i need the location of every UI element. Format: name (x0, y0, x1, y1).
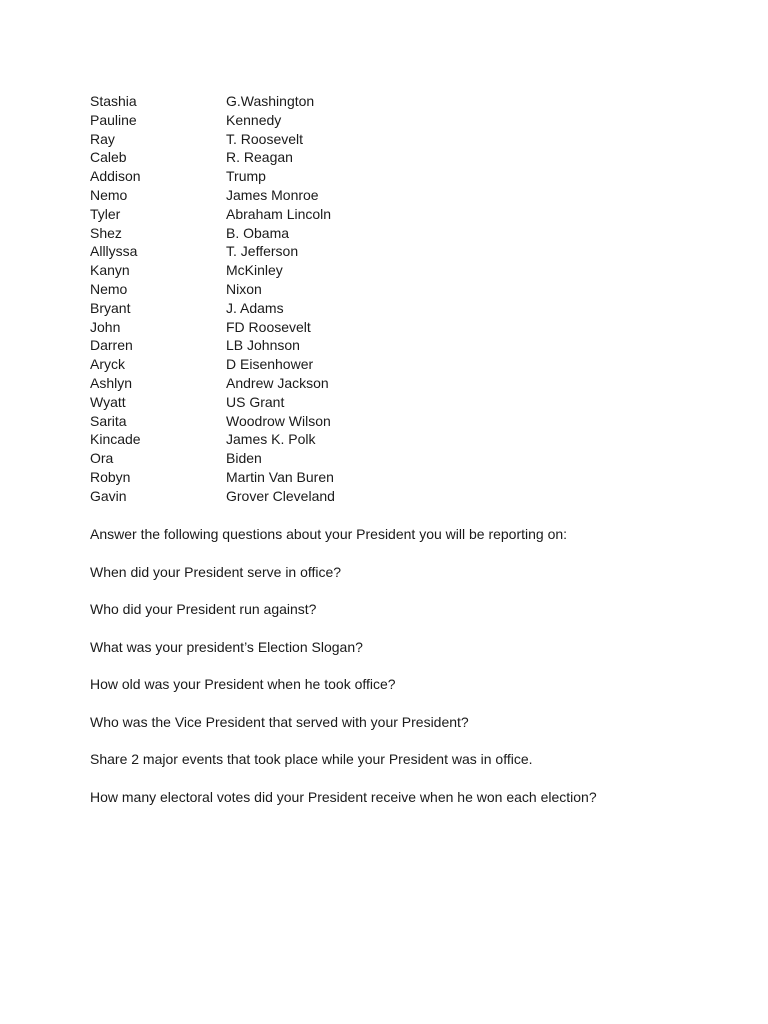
assignment-row (90, 374, 490, 393)
student-name: Ashlyn (90, 374, 133, 391)
president-name: Martin Van Buren (226, 468, 334, 485)
student-name: Sarita (90, 412, 127, 429)
president-name: B. Obama (226, 224, 290, 241)
president-name: G.Washington (226, 93, 315, 109)
student-name: Ora (90, 450, 114, 467)
assignment-row (90, 92, 490, 111)
president-name: US Grant (226, 393, 285, 410)
president-name: Nixon (226, 280, 262, 297)
assignment-row (90, 186, 490, 205)
assignment-row (90, 393, 490, 412)
assignment-row (90, 449, 490, 468)
student-name: Ray (90, 130, 115, 147)
assignment-row (90, 224, 490, 243)
president-name: J. Adams (226, 299, 284, 316)
president-name: Abraham Lincoln (226, 205, 332, 222)
assignment-row (90, 167, 490, 186)
assignment-row (90, 468, 490, 487)
student-name: John (90, 318, 121, 335)
student-name: Nemo (90, 186, 128, 203)
student-name: Kanyn (90, 262, 130, 279)
president-name: Andrew Jackson (226, 374, 329, 391)
question-text: How many electoral votes did your President receive when he won each election? (90, 788, 597, 805)
assignment-row (90, 130, 490, 149)
question-text: Who was the Vice President that served with your President? (90, 713, 469, 730)
question-list (90, 563, 710, 826)
assignment-row (90, 242, 490, 261)
president-name: Grover Cleveland (226, 487, 335, 504)
student-name: Aryck (90, 356, 125, 373)
student-name: Gavin (90, 487, 127, 504)
student-name: Shez (90, 224, 122, 241)
student-name: Addison (90, 168, 141, 185)
assignment-row (90, 261, 490, 280)
student-name: Kincade (90, 431, 141, 448)
president-name: T. Roosevelt (226, 130, 304, 147)
student-name: Stashia (90, 93, 137, 109)
assignment-row (90, 148, 490, 167)
president-name: T. Jefferson (226, 243, 299, 260)
assignment-row (90, 355, 490, 374)
president-name: James Monroe (226, 186, 319, 203)
president-name: Trump (226, 168, 266, 185)
president-name: Kennedy (226, 111, 282, 128)
assignment-row (90, 336, 490, 355)
student-name: Tyler (90, 205, 121, 222)
student-name: Darren (90, 337, 133, 354)
question-text: Share 2 major events that took place while your President was in office. (90, 751, 533, 767)
student-name: Bryant (90, 299, 131, 316)
question-text: How old was your President when he took office? (90, 676, 396, 692)
president-name: Woodrow Wilson (226, 412, 331, 429)
assignment-row (90, 280, 490, 299)
question-text: Who did your President run against? (90, 601, 317, 617)
president-name: D Eisenhower (226, 356, 314, 373)
president-name: R. Reagan (226, 149, 293, 166)
assignment-row (90, 318, 490, 337)
president-name: FD Roosevelt (226, 318, 311, 335)
student-name: Wyatt (90, 393, 126, 410)
question-text: What was your president’s Election Slogan? (90, 638, 363, 655)
assignment-row (90, 412, 490, 431)
president-name: Biden (226, 450, 262, 467)
assignment-row (90, 111, 490, 130)
student-name: Caleb (90, 149, 127, 166)
president-name: McKinley (226, 262, 283, 279)
assignment-row (90, 205, 490, 224)
student-name: Alllyssa (90, 243, 138, 260)
assignment-row (90, 299, 490, 318)
president-name: LB Johnson (226, 337, 300, 354)
student-name: Pauline (90, 111, 137, 128)
question-section (90, 525, 710, 825)
assignment-row (90, 430, 490, 449)
assignment-row (90, 487, 490, 506)
instructions-text: Answer the following questions about your President you will be reporting on: (90, 526, 568, 542)
student-name: Nemo (90, 280, 128, 297)
president-assignment-list (90, 92, 490, 506)
president-name: James K. Polk (226, 431, 316, 448)
student-name: Robyn (90, 468, 131, 485)
question-text: When did your President serve in office? (90, 563, 342, 580)
